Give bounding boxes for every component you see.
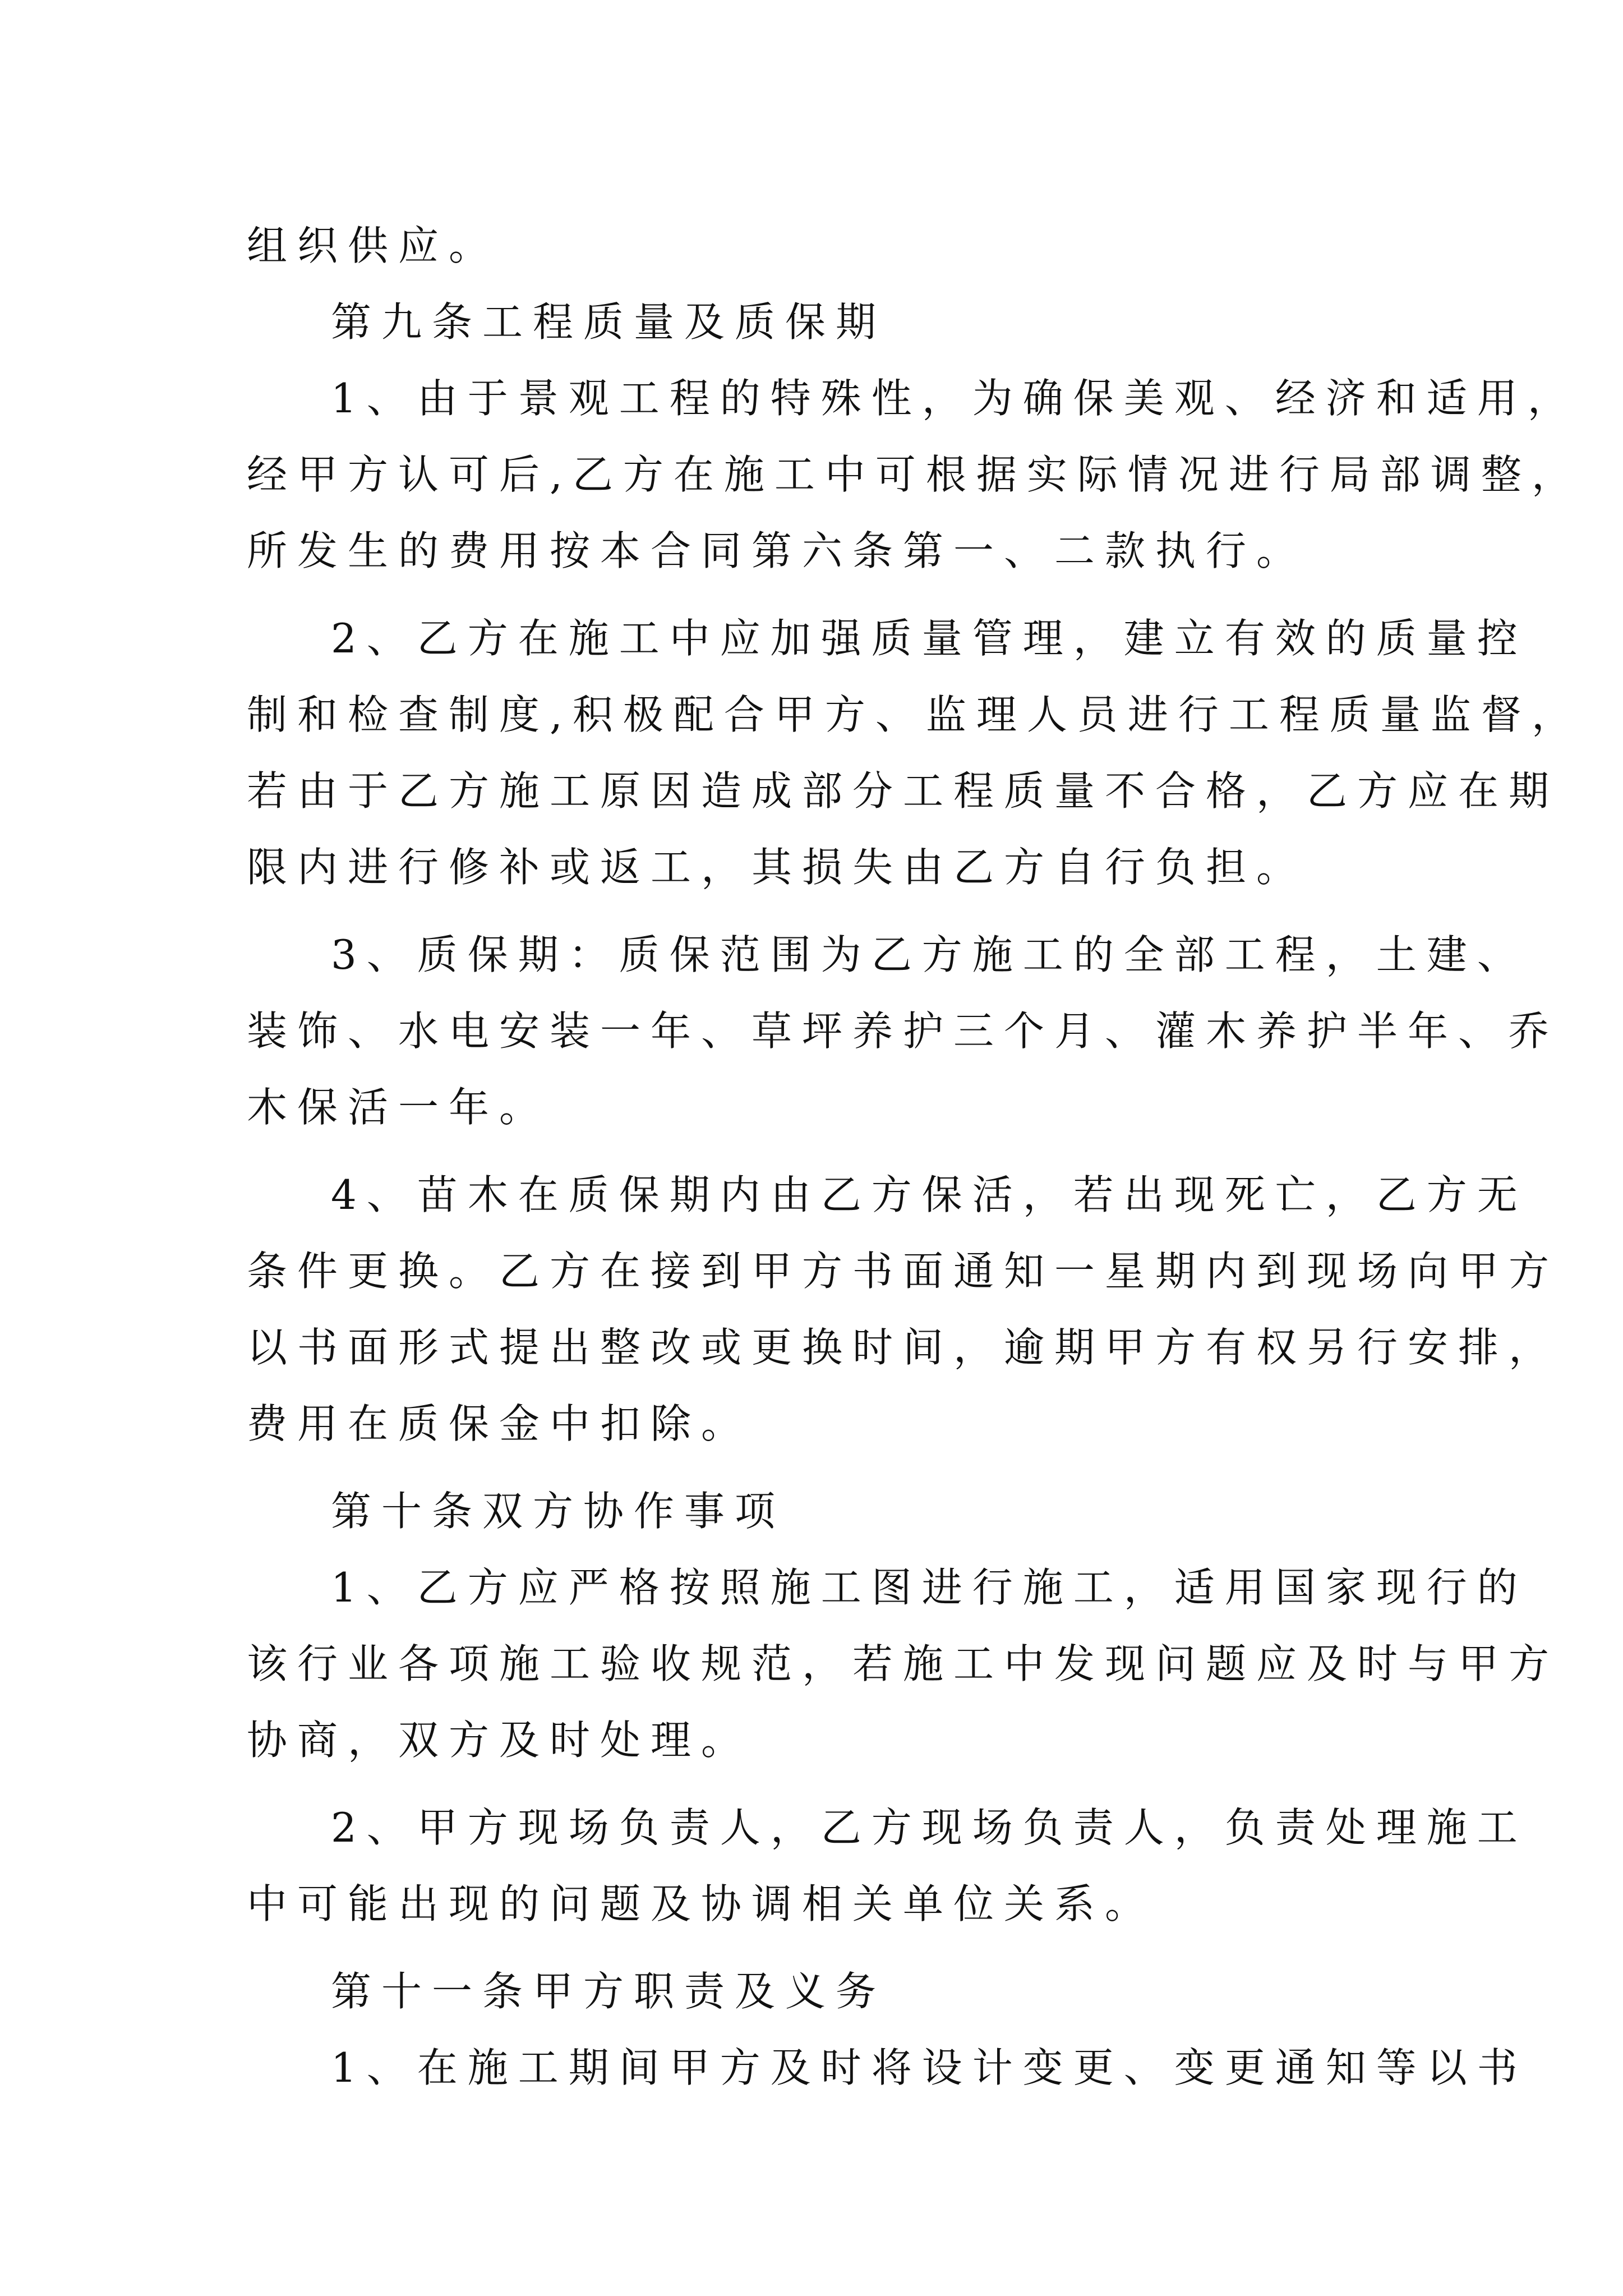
- paragraph-gap: [247, 589, 1391, 600]
- contract-text-body: [247, 208, 1582, 2106]
- section-heading: 第九条工程质量及质保期: [331, 298, 887, 346]
- text-line: 条件更换。乙方在接到甲方书面通知一星期内到现场向甲方: [247, 1248, 1560, 1295]
- text-line: 该行业各项施工验收规范，若施工中发现问题应及时与甲方: [247, 1640, 1560, 1687]
- text-line: 木保活一年。: [247, 1084, 550, 1131]
- text-line: 1、由于景观工程的特殊性，为确保美观、经济和适用，: [331, 375, 1578, 422]
- text-line: 4、苗木在质保期内由乙方保活，若出现死亡，乙方无: [331, 1171, 1528, 1218]
- section-heading: 第十一条甲方职责及义务: [331, 1968, 887, 2015]
- text-line: 制和检查制度,积极配合甲方、监理人员进行工程质量监督，: [247, 691, 1582, 738]
- text-line: 中可能出现的问题及协调相关单位关系。: [247, 1880, 1156, 1927]
- text-line: 经甲方认可后,乙方在施工中可根据实际情况进行局部调整，: [247, 451, 1582, 498]
- text-line: 若由于乙方施工原因造成部分工程质量不合格，乙方应在期: [247, 767, 1560, 815]
- paragraph-gap: [247, 905, 1391, 917]
- paragraph-gap: [247, 1462, 1391, 1473]
- text-line: 协商，双方及时处理。: [247, 1717, 752, 1764]
- text-line: 装饰、水电安装一年、草坪养护三个月、灌木养护半年、乔: [247, 1007, 1560, 1055]
- text-line: 所发生的费用按本合同第六条第一、二款执行。: [247, 527, 1307, 574]
- paragraph-gap: [247, 1942, 1391, 1953]
- text-line: 2、甲方现场负责人，乙方现场负责人，负责处理施工: [331, 1804, 1528, 1851]
- paragraph-gap: [247, 1145, 1391, 1157]
- text-line: 限内进行修补或返工，其损失由乙方自行负担。: [247, 844, 1307, 891]
- text-line: 1、乙方应严格按照施工图进行施工，适用国家现行的: [331, 1564, 1528, 1611]
- paragraph-gap: [247, 1778, 1391, 1789]
- text-line: 3、质保期：质保范围为乙方施工的全部工程，土建、: [331, 931, 1528, 978]
- text-line: 1、在施工期间甲方及时将设计变更、变更通知等以书: [331, 2044, 1528, 2091]
- text-line: 组织供应。: [247, 222, 500, 269]
- text-line: 费用在质保金中扣除。: [247, 1400, 752, 1447]
- text-line: 以书面形式提出整改或更换时间，逾期甲方有权另行安排，: [247, 1324, 1560, 1371]
- text-line: 2、乙方在施工中应加强质量管理，建立有效的质量控: [331, 615, 1528, 662]
- section-heading: 第十条双方协作事项: [331, 1488, 786, 1535]
